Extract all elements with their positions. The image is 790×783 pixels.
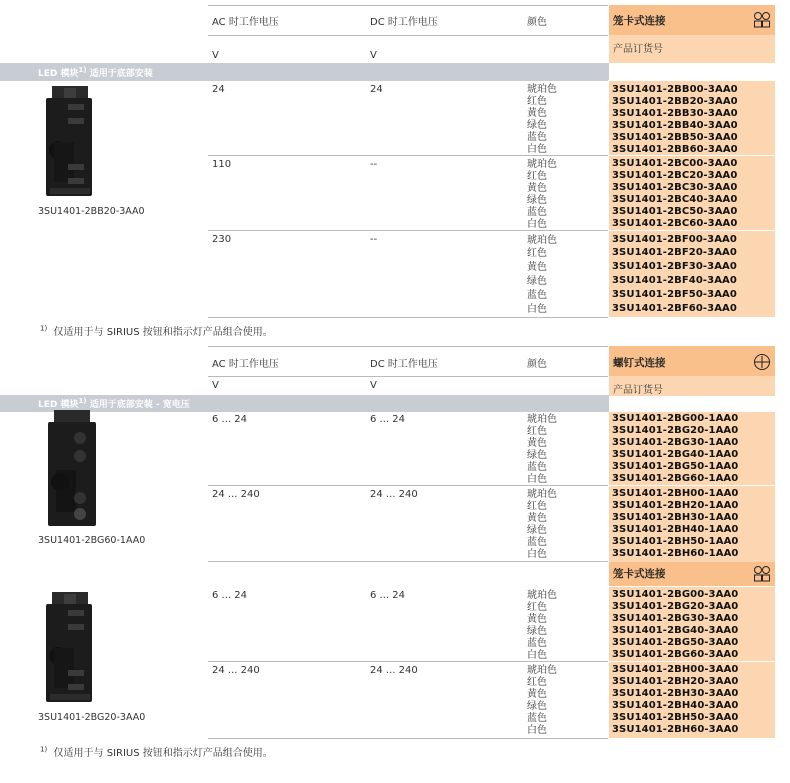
section-title: LED 模块$^{1)}$ 适用于底部安装 - 宽电压 bbox=[38, 397, 190, 410]
color-list: 琥珀色 红色 黄色 绿色 蓝色 白色 bbox=[527, 235, 557, 315]
order-codes: 3SU1401-2BF00-3AA0 3SU1401-2BF20-3AA0 3SU1401-2BF30-3AA0 3SU1401-2BF40-3AA0 3SU1401-2BF50-3AA0 3SU1401-2BF60-3AA0 bbox=[612, 234, 737, 314]
color-list: 琥珀色 红色 黄色 绿色 蓝色 白色 bbox=[527, 84, 557, 155]
row-dc: -- bbox=[370, 159, 378, 170]
connection-header bbox=[609, 562, 775, 586]
footnote: $^{1)}$ 仅适用于与 SIRIUS 按钮和指示灯产品组合使用。 bbox=[40, 324, 273, 338]
order-codes: 3SU1401-2BH00-3AA0 3SU1401-2BH20-3AA0 3SU1401-2BH30-3AA0 3SU1401-2BH40-3AA0 3SU1401-2BH50-3AA0 3SU1401-2BH60-3AA0 bbox=[612, 664, 739, 735]
image-caption: 3SU1401-2BG60-1AA0 bbox=[38, 535, 146, 546]
row-dc: 24 ... 240 bbox=[370, 665, 418, 676]
color-list: 琥珀色 红色 黄色 绿色 蓝色 白色 bbox=[527, 159, 557, 230]
image-caption: 3SU1401-2BB20-3AA0 bbox=[38, 206, 145, 217]
led-module-image bbox=[38, 590, 104, 708]
screw-terminal-icon bbox=[753, 353, 771, 371]
order-number-label: 产品订货号 bbox=[613, 44, 663, 55]
section-band bbox=[0, 63, 609, 81]
row-ac: 110 bbox=[212, 159, 232, 170]
order-number-label: 产品订货号 bbox=[613, 385, 663, 396]
header-color: 颜色 bbox=[527, 359, 547, 370]
unit-dc: V bbox=[370, 50, 377, 61]
row-ac: 6 ... 24 bbox=[212, 414, 247, 425]
unit-dc: V bbox=[370, 380, 377, 391]
row-ac: 24 ... 240 bbox=[212, 489, 260, 500]
order-codes: 3SU1401-2BH00-1AA0 3SU1401-2BH20-1AA0 3SU1401-2BH30-1AA0 3SU1401-2BH40-1AA0 3SU1401-2BH50-1AA0 3SU1401-2BH60-1AA0 bbox=[612, 488, 739, 559]
header-dc: DC 时工作电压 bbox=[370, 359, 438, 370]
color-list: 琥珀色 红色 黄色 绿色 蓝色 白色 bbox=[527, 665, 557, 736]
led-module-image bbox=[40, 410, 106, 532]
footnote: $^{1)}$ 仅适用于与 SIRIUS 按钮和指示灯产品组合使用。 bbox=[40, 745, 273, 759]
row-ac: 24 ... 240 bbox=[212, 665, 260, 676]
color-list: 琥珀色 红色 黄色 绿色 蓝色 白色 bbox=[527, 414, 557, 485]
unit-ac: V bbox=[212, 380, 219, 391]
led-module-image bbox=[38, 84, 104, 202]
row-dc: 6 ... 24 bbox=[370, 414, 405, 425]
image-caption: 3SU1401-2BG20-3AA0 bbox=[38, 712, 146, 723]
section-title: LED 模块$^{1)}$ 适用于底部安装 bbox=[38, 66, 153, 79]
order-codes: 3SU1401-2BC00-3AA0 3SU1401-2BC20-3AA0 3SU1401-2BC30-3AA0 3SU1401-2BC40-3AA0 3SU1401-2BC50-3AA0 3SU1401-2BC60-3AA0 bbox=[612, 158, 738, 229]
header-color: 颜色 bbox=[527, 17, 547, 28]
header-ac: AC 时工作电压 bbox=[212, 17, 279, 28]
connection-header bbox=[609, 346, 775, 376]
order-codes: 3SU1401-2BG00-1AA0 3SU1401-2BG20-1AA0 3SU1401-2BG30-1AA0 3SU1401-2BG40-1AA0 3SU1401-2BG50-1AA0 3SU1401-2BG60-1AA0 bbox=[612, 413, 739, 484]
color-list: 琥珀色 红色 黄色 绿色 蓝色 白色 bbox=[527, 590, 557, 661]
row-ac: 230 bbox=[212, 234, 232, 245]
connection-title: 笼卡式连接 bbox=[613, 15, 666, 27]
connection-title: 笼卡式连接 bbox=[613, 568, 666, 580]
row-dc: 6 ... 24 bbox=[370, 590, 405, 601]
row-dc: 24 ... 240 bbox=[370, 489, 418, 500]
connection-title: 螺钉式连接 bbox=[613, 357, 666, 369]
unit-ac: V bbox=[212, 50, 219, 61]
connection-header bbox=[609, 5, 775, 35]
color-list: 琥珀色 红色 黄色 绿色 蓝色 白色 bbox=[527, 489, 557, 560]
cage-clamp-icon bbox=[753, 565, 771, 583]
row-dc: -- bbox=[370, 234, 378, 245]
order-codes: 3SU1401-2BB00-3AA0 3SU1401-2BB20-3AA0 3SU1401-2BB30-3AA0 3SU1401-2BB40-3AA0 3SU1401-2BB50-3AA0 3SU1401-2BB60-3AA0 bbox=[612, 84, 738, 155]
cage-clamp-icon bbox=[753, 11, 771, 29]
header-ac: AC 时工作电压 bbox=[212, 359, 279, 370]
row-dc: 24 bbox=[370, 84, 383, 95]
header-dc: DC 时工作电压 bbox=[370, 17, 438, 28]
row-ac: 24 bbox=[212, 84, 225, 95]
order-codes: 3SU1401-2BG00-3AA0 3SU1401-2BG20-3AA0 3SU1401-2BG30-3AA0 3SU1401-2BG40-3AA0 3SU1401-2BG50-3AA0 3SU1401-2BG60-3AA0 bbox=[612, 589, 739, 660]
row-ac: 6 ... 24 bbox=[212, 590, 247, 601]
